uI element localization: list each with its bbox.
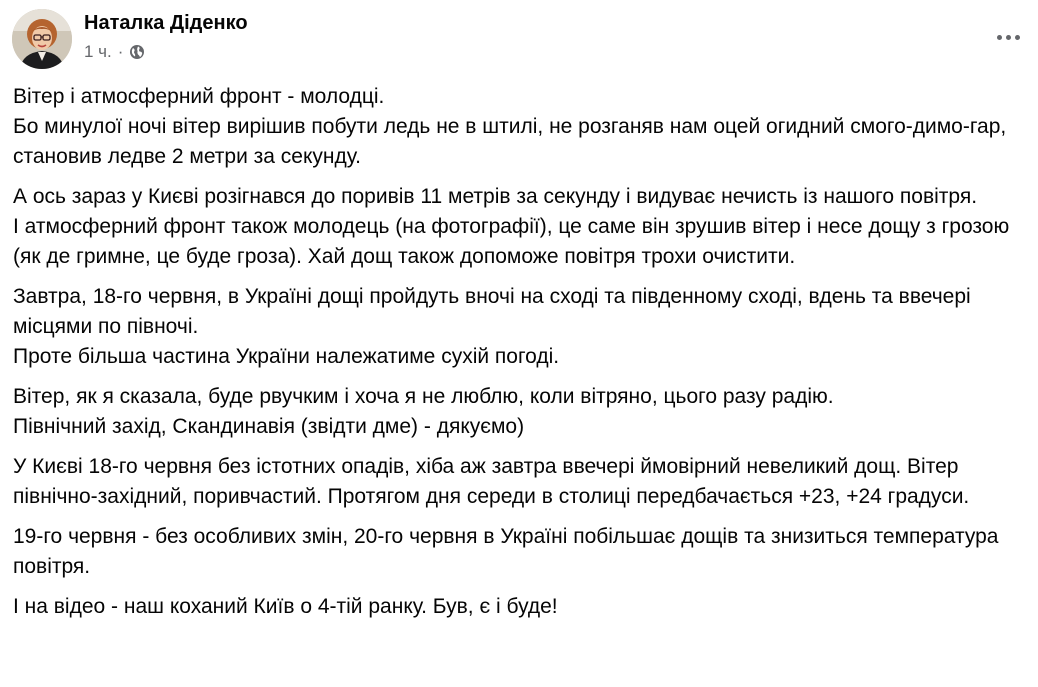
post-meta bbox=[84, 42, 145, 62]
more-dots-icon bbox=[1015, 35, 1020, 40]
post-timestamp[interactable]: 1 ч. bbox=[84, 42, 112, 61]
meta-separator: · bbox=[117, 42, 124, 61]
post-paragraph bbox=[13, 452, 1018, 512]
post-paragraph bbox=[13, 182, 1018, 272]
post-paragraph bbox=[13, 592, 1018, 622]
post-paragraph bbox=[13, 82, 1018, 172]
more-options-button[interactable] bbox=[990, 22, 1026, 52]
post-line: Вітер, як я сказала, буде рвучким і хоча я не люблю, коли вітряно, цього разу радію. bbox=[13, 385, 834, 408]
post-line: Бо минулої ночі вітер вирішив побути ледь не в штилі, не розганяв нам оцей огидний смого-димо-гар, становив ледве 2 метри за секунду. bbox=[13, 115, 1007, 168]
avatar[interactable] bbox=[12, 9, 72, 69]
post-line: І атмосферний фронт також молодець (на фотографії), це саме він зрушив вітер і несе дощу з грозою (як де гримне, це буде гроза). Хай дощ також допоможе повітря трохи очистити. bbox=[13, 215, 1010, 268]
post-line: А ось зараз у Києві розігнався до поривів 11 метрів за секунду і видуває нечисть із нашого повітря. bbox=[13, 185, 978, 208]
globe-icon[interactable] bbox=[129, 44, 145, 60]
more-dots-icon bbox=[997, 35, 1002, 40]
post-line: У Києві 18-го червня без істотних опадів, хіба аж завтра ввечері ймовірний невеликий дощ. Вітер північно-західний, поривчастий. Протягом дня середи в столиці передбачається +23, +24 градуси. bbox=[13, 455, 970, 508]
post-line: Вітер і атмосферний фронт - молодці. bbox=[13, 85, 385, 108]
post-line: Північний захід, Скандинавія (звідти дме) - дякуємо) bbox=[13, 415, 525, 438]
post-line: 19-го червня - без особливих змін, 20-го червня в Україні побільшає дощів та знизиться температура повітря. bbox=[13, 525, 999, 578]
avatar-photo-icon bbox=[12, 9, 72, 69]
post-line: Проте більша частина України належатиме сухій погоді. bbox=[13, 345, 560, 368]
post-header bbox=[12, 8, 1026, 70]
post-paragraph bbox=[13, 282, 1018, 372]
post-text bbox=[13, 82, 1018, 632]
post-line: І на відео - наш коханий Київ о 4-тій ранку. Був, є і буде! bbox=[13, 595, 558, 618]
post-line: Завтра, 18-го червня, в Україні дощі пройдуть вночі на сході та південному сході, вдень та ввечері місцями по півночі. bbox=[13, 285, 971, 338]
post-paragraph bbox=[13, 522, 1018, 582]
post-paragraph bbox=[13, 382, 1018, 442]
more-dots-icon bbox=[1006, 35, 1011, 40]
author-name[interactable]: Наталка Діденко bbox=[84, 12, 248, 34]
